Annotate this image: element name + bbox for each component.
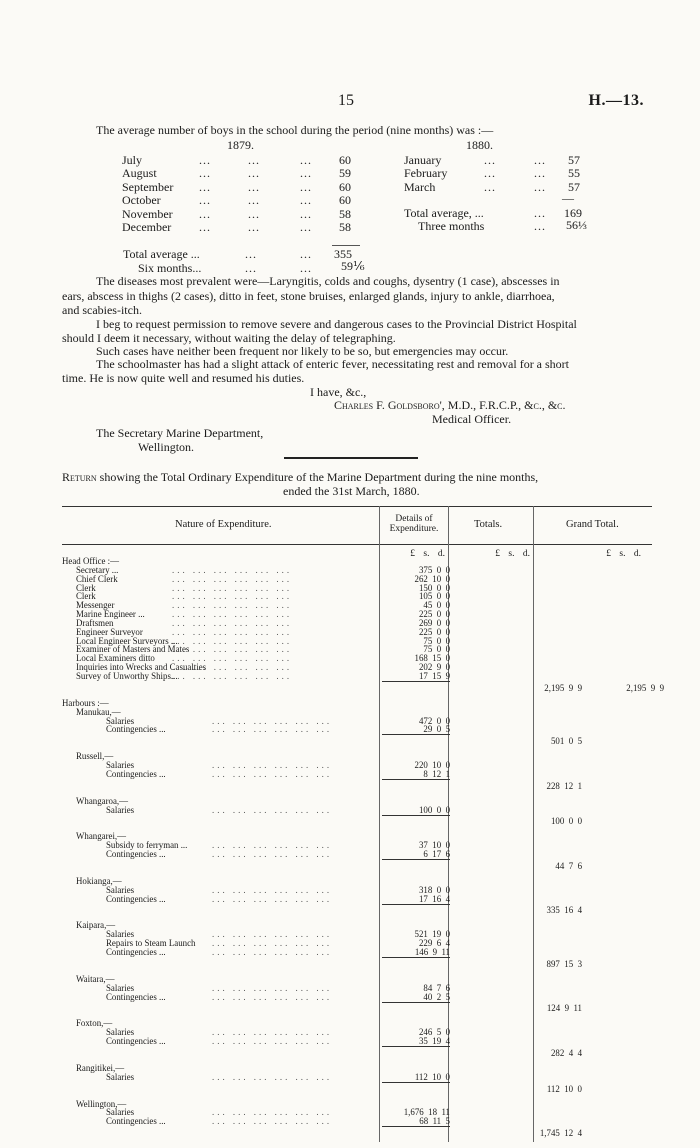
leader-dots: ... <box>199 166 211 181</box>
total-amount: 124 9 11 <box>546 1003 582 1014</box>
currency-totals: £ s. d. <box>495 549 530 559</box>
leader-dots: ... <box>534 206 546 220</box>
row-label: Subsidy to ferryman ... <box>106 840 188 851</box>
row-label: Contingencies ... <box>106 991 166 1002</box>
table-row <box>62 699 652 708</box>
table-row <box>62 575 652 584</box>
detail-amount: 29 0 5 <box>382 725 450 735</box>
table-row <box>62 1126 652 1144</box>
table-row <box>62 859 652 877</box>
row-label: Salaries <box>106 1107 135 1118</box>
return-title-line-2: ended the 31st March, 1880. <box>283 484 420 498</box>
month-label: March <box>404 179 436 194</box>
leader-dots: ... ... ... ... ... ... <box>172 592 293 602</box>
detail-amount: 105 0 0 <box>418 591 450 602</box>
total-amount: 112 10 0 <box>546 1083 582 1094</box>
table-row <box>62 975 652 984</box>
leader-dots: ... ... ... ... ... ... <box>172 583 293 593</box>
signoff-greeting: I have, &c., <box>310 385 367 399</box>
leader-dots: ... <box>484 179 496 194</box>
row-label: Clerk <box>76 591 96 602</box>
row-label: Waitara,— <box>76 973 115 984</box>
total-amount: 501 0 5 <box>550 736 582 747</box>
detail-amount: 100 0 0 <box>382 806 450 816</box>
leader-dots: ... ... ... ... ... ... <box>172 654 293 664</box>
header-grand-total: Grand Total. <box>566 519 619 530</box>
row-label: Draftsmen <box>76 617 114 628</box>
row-label: Contingencies ... <box>106 947 166 957</box>
paragraph-line: I beg to request permission to remove severe and dangerous cases to the Provincial District Hospital <box>96 317 577 331</box>
table-row <box>62 993 652 1002</box>
table-row <box>62 1100 652 1109</box>
leader-dots: ... <box>534 153 546 167</box>
detail-amount: 168 15 0 <box>414 653 450 664</box>
total-amount: 282 4 4 <box>550 1047 582 1058</box>
leader-dots: ... <box>199 193 211 208</box>
table-row <box>62 1082 652 1100</box>
row-label: Salaries <box>106 929 135 940</box>
leader-dots: ... ... ... ... ... ... <box>172 636 293 646</box>
leader-dots: ... <box>484 166 496 181</box>
leader-dots: ... <box>245 247 257 261</box>
return-title-rest: showing the Total Ordinary Expenditure of the Marine Department during the nine months, <box>99 470 539 484</box>
row-label: Kaipara,— <box>76 920 116 931</box>
signoff-title: Medical Officer. <box>432 412 512 426</box>
return-word: Return <box>62 470 97 484</box>
row-label: Survey of Unworthy Ships... <box>76 670 178 681</box>
leader-dots: ... <box>300 261 312 275</box>
leader-dots: ... <box>248 193 260 208</box>
detail-amount: 521 19 0 <box>414 929 450 940</box>
row-label: Contingencies ... <box>106 893 166 904</box>
row-label: Local Engineer Surveyors ... <box>76 635 178 646</box>
row-label: Messenger <box>76 600 115 611</box>
month-label: August <box>122 166 157 181</box>
year-1879: 1879. <box>227 138 254 152</box>
detail-amount: 6 17 6 <box>382 850 450 860</box>
table-row <box>62 601 652 610</box>
leader-dots: ... ... ... ... ... ... <box>212 983 333 993</box>
detail-amount: 68 11 5 <box>382 1117 450 1127</box>
table-row <box>62 1117 652 1126</box>
total-average-1879-label: Total average ... <box>123 247 200 261</box>
leader-dots: ... ... ... ... ... ... <box>172 645 293 655</box>
leader-dots: ... <box>484 153 496 167</box>
leader-dots: ... ... ... ... ... ... <box>212 948 333 957</box>
leader-dots: ... <box>248 179 260 194</box>
table-top-rule <box>62 506 652 507</box>
leader-dots: ... <box>300 179 312 194</box>
return-title-line-1 <box>62 470 538 485</box>
table-row <box>62 877 652 886</box>
table-row <box>62 672 652 681</box>
table-row <box>62 708 652 717</box>
leader-dots: ... <box>300 247 312 261</box>
row-label: Whangaroa,— <box>76 795 128 806</box>
detail-amount: 75 0 0 <box>423 644 450 655</box>
table-row <box>62 957 652 975</box>
leader-dots: ... <box>199 206 211 221</box>
leader-dots: ... <box>199 153 211 167</box>
leader-dots: ... <box>245 261 257 275</box>
detail-amount: 220 10 0 <box>414 760 450 771</box>
month-value: 57 <box>568 153 580 167</box>
month-value: 57 <box>568 179 580 194</box>
leader-dots: ... <box>199 220 211 234</box>
three-months-value: 56⅓ <box>566 218 587 232</box>
detail-amount: 246 5 0 <box>418 1027 450 1038</box>
table-row <box>62 566 652 575</box>
row-label: Salaries <box>106 982 135 993</box>
addressee-line-2: Wellington. <box>138 440 195 454</box>
detail-amount: 225 0 0 <box>418 609 450 620</box>
expenditure-table-body <box>62 556 664 1144</box>
month-label: October <box>122 193 161 208</box>
leader-dots: ... ... ... ... ... ... <box>212 1028 333 1038</box>
table-row <box>62 725 652 734</box>
currency-details: £ s. d. <box>410 549 445 559</box>
detail-amount: 225 0 0 <box>418 626 450 637</box>
row-label: Repairs to Steam Launch <box>106 938 196 949</box>
table-row <box>62 1001 652 1019</box>
table-row <box>62 681 664 699</box>
table-row <box>62 584 652 593</box>
leader-dots: ... ... ... ... ... ... <box>212 805 333 815</box>
row-label: Engineer Surveyor <box>76 626 143 637</box>
leader-dots: ... ... ... ... ... ... <box>212 1037 333 1047</box>
leader-dots: ... ... ... ... ... ... <box>212 1072 333 1082</box>
month-label: July <box>122 153 143 167</box>
table-row <box>62 779 652 797</box>
table-row <box>62 1037 652 1046</box>
detail-amount: 37 10 0 <box>418 840 450 851</box>
leader-dots: ... ... ... ... ... ... <box>212 894 333 904</box>
table-row <box>62 592 652 601</box>
row-label: Hokianga,— <box>76 875 122 886</box>
table-row <box>62 770 652 779</box>
total-amount: 335 16 4 <box>546 905 582 916</box>
row-label: Manukau,— <box>76 706 121 717</box>
three-months-label: Three months <box>418 219 485 233</box>
row-label: Salaries <box>106 760 135 771</box>
leader-dots: ... <box>300 193 312 208</box>
paragraph-line: The diseases most prevalent were—Laryngitis, colds and coughs, dysentry (1 case), abscesses in <box>96 274 560 288</box>
table-row <box>62 850 652 859</box>
leader-dots: ... ... ... ... ... ... <box>212 992 333 1002</box>
row-label: Chief Clerk <box>76 573 118 584</box>
month-value: 55 <box>568 166 580 181</box>
row-label: Contingencies ... <box>106 1116 166 1127</box>
table-row <box>62 1019 652 1028</box>
table-row <box>62 921 652 930</box>
table-row <box>62 734 652 752</box>
leader-dots: ... ... ... ... ... ... <box>212 769 333 779</box>
row-label: Foxton,— <box>76 1018 113 1029</box>
leader-dots: ... <box>248 153 260 167</box>
total-average-1880-value: 169 <box>564 206 582 220</box>
table-row <box>62 948 652 957</box>
month-label: February <box>404 166 448 181</box>
row-label: Secretary ... <box>76 564 119 575</box>
year-1880: 1880. <box>466 138 493 152</box>
paragraph-line: and scabies-itch. <box>62 303 142 317</box>
month-value: 58 <box>339 206 351 221</box>
header-nature: Nature of Expenditure. <box>175 519 272 530</box>
row-label: Contingencies ... <box>106 724 166 735</box>
table-row <box>62 1046 652 1064</box>
month-label: January <box>404 153 442 167</box>
row-label: Local Examiners ditto <box>76 653 155 664</box>
row-label: Contingencies ... <box>106 849 166 860</box>
header-totals: Totals. <box>474 519 503 530</box>
detail-amount: 17 16 4 <box>382 895 450 905</box>
leader-dots: ... <box>300 166 312 181</box>
leader-dots: ... ... ... ... ... ... <box>212 1117 333 1127</box>
paragraph-line: time. He is now quite well and resumed his duties. <box>62 371 305 385</box>
leader-dots: ... ... ... ... ... ... <box>212 716 333 726</box>
total-amount: 228 12 1 <box>546 780 582 791</box>
table-header-rule <box>62 544 652 545</box>
table-row <box>62 895 652 904</box>
leader-dots: ... <box>300 220 312 234</box>
leader-dots: ... <box>534 179 546 194</box>
leader-dots: ... ... ... ... ... ... <box>172 565 293 575</box>
total-amount: 100 0 0 <box>550 816 582 827</box>
row-label: Head Office :— <box>62 556 120 566</box>
detail-amount: 45 0 0 <box>423 600 450 611</box>
detail-amount: 35 19 4 <box>382 1037 450 1047</box>
detail-amount: 112 10 0 <box>382 1073 450 1083</box>
detail-amount: 1,676 18 11 <box>403 1107 450 1118</box>
row-label: Wellington,— <box>76 1098 127 1109</box>
detail-amount: 262 10 0 <box>414 573 450 584</box>
leader-dots: ... <box>534 219 546 233</box>
row-label: Salaries <box>106 804 135 815</box>
addressee-line-1: The Secretary Marine Department, <box>96 426 264 440</box>
row-label: Rangitikei,— <box>76 1062 125 1073</box>
table-row <box>62 1064 652 1073</box>
row-label: Harbours :— <box>62 697 109 708</box>
month-value: 60 <box>339 153 351 167</box>
paragraph-line: The schoolmaster has had a slight attack of enteric fever, necessitating rest and removal for a short <box>96 357 570 371</box>
grand-total-amount: 2,195 9 9 <box>626 682 664 693</box>
leader-dots: ... ... ... ... ... ... <box>172 618 293 628</box>
row-label: Russell,— <box>76 751 114 762</box>
total-average-1880-label: Total average, ... <box>404 206 484 220</box>
leader-dots: ... <box>534 166 546 181</box>
leader-dots: ... ... ... ... ... ... <box>172 601 293 611</box>
leader-dots: ... ... ... ... ... ... <box>212 725 333 735</box>
detail-amount: 202 9 0 <box>418 662 450 673</box>
paragraph-line: should I deem it necessary, without waiting the delay of telegraphing. <box>62 331 396 345</box>
detail-amount: 375 0 0 <box>418 564 450 575</box>
signoff-name: Charles F. Goldsboro', M.D., F.R.C.P., &c., &c. <box>334 398 566 412</box>
leader-dots: ... <box>300 206 312 221</box>
leader-dots: ... <box>248 220 260 234</box>
section-divider <box>284 457 418 459</box>
month-label: September <box>122 179 174 194</box>
row-label: Salaries <box>106 715 135 726</box>
leader-dots: ... ... ... ... ... ... <box>172 627 293 637</box>
intro-text: The average number of boys in the school during the period (nine months) was :— <box>96 123 494 137</box>
detail-amount: 472 0 0 <box>418 715 450 726</box>
leader-dots: ... ... ... ... ... ... <box>172 610 293 620</box>
detail-amount: 8 12 1 <box>382 770 450 780</box>
table-row <box>62 619 652 628</box>
row-label: Salaries <box>106 884 135 895</box>
detail-amount: 269 0 0 <box>418 617 450 628</box>
leader-dots: ... <box>199 179 211 194</box>
total-amount: 1,745 12 4 <box>539 1128 582 1139</box>
month-value: 58 <box>339 220 351 234</box>
detail-amount: 17 15 9 <box>382 672 450 682</box>
detail-amount: 229 6 4 <box>418 938 450 949</box>
document-reference: H.—13. <box>588 92 644 109</box>
row-label: Contingencies ... <box>106 1036 166 1047</box>
detail-amount: 146 9 11 <box>382 948 450 958</box>
leader-dots: ... ... ... ... ... ... <box>212 850 333 860</box>
row-label: Contingencies ... <box>106 768 166 779</box>
month-value: 60 <box>339 179 351 194</box>
leader-dots: ... ... ... ... ... ... <box>212 885 333 895</box>
leader-dots: ... ... ... ... ... ... <box>172 663 293 673</box>
row-label: Marine Engineer ... <box>76 609 145 620</box>
currency-grand: £ s. d. <box>606 549 641 559</box>
leader-dots: ... ... ... ... ... ... <box>212 939 333 949</box>
six-months-label: Six months... <box>138 261 202 275</box>
table-row <box>62 903 652 921</box>
leader-dots: ... ... ... ... ... ... <box>172 671 293 681</box>
detail-amount: 75 0 0 <box>423 635 450 646</box>
leader-dots: ... <box>248 166 260 181</box>
table-row <box>62 610 652 619</box>
detail-amount: 84 7 6 <box>423 982 450 993</box>
total-amount: 2,195 9 9 <box>544 682 582 693</box>
detail-amount: 318 0 0 <box>418 884 450 895</box>
dash-1880: — <box>562 191 574 205</box>
row-label: Salaries <box>106 1027 135 1038</box>
paragraph-line: Such cases have neither been frequent nor likely to be so, but emergencies may occur. <box>96 344 509 358</box>
total-average-1879-value: 355 <box>334 247 352 261</box>
leader-dots: ... ... ... ... ... ... <box>212 1108 333 1118</box>
table-row <box>62 557 652 566</box>
table-row <box>62 1073 652 1082</box>
total-amount: 897 15 3 <box>546 958 582 969</box>
month-label: December <box>122 220 172 234</box>
detail-amount: 150 0 0 <box>418 582 450 593</box>
month-value: 59 <box>339 166 351 181</box>
table-row <box>62 814 652 832</box>
month-value: 60 <box>339 193 351 208</box>
detail-amount: 40 2 5 <box>382 993 450 1003</box>
leader-dots: ... <box>248 206 260 221</box>
total-amount: 44 7 6 <box>555 860 582 871</box>
table-row <box>62 752 652 761</box>
row-label: Inquiries into Wrecks and Casualties <box>76 662 207 673</box>
six-months-value: 59⅙ <box>341 259 365 273</box>
leader-dots: ... ... ... ... ... ... <box>212 841 333 851</box>
leader-dots: ... ... ... ... ... ... <box>172 574 293 584</box>
month-label: November <box>122 206 173 221</box>
row-label: Examiner of Masters and Mates <box>76 644 190 655</box>
page-number: 15 <box>338 92 354 109</box>
row-label: Whangarei,— <box>76 831 127 842</box>
row-label: Clerk <box>76 582 96 593</box>
leader-dots: ... <box>300 153 312 167</box>
leader-dots: ... ... ... ... ... ... <box>212 930 333 940</box>
row-label: Salaries <box>106 1071 135 1082</box>
table-row <box>62 806 652 815</box>
table-row <box>62 797 652 806</box>
leader-dots: ... ... ... ... ... ... <box>212 761 333 771</box>
paragraph-line: ears, abscess in thighs (2 cases), ditto in feet, stone bruises, enlarged glands, injury to ankle, diarrhoea, <box>62 289 555 303</box>
header-details: Details of Expenditure. <box>389 514 439 534</box>
